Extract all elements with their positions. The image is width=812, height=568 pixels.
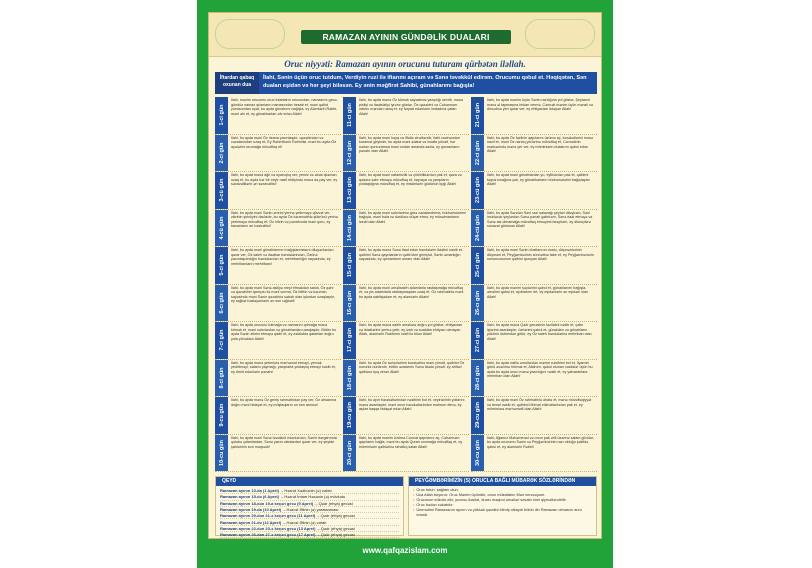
day-label: 26-cı gün — [474, 290, 481, 315]
day-entry — [215, 97, 341, 135]
day-dua-text: İlahi, bu ayda mənə Qədr gecəsinin fəzilətini nəsib et, çətin işlərimi asanlaşdır, üzrlərimi qəbul et, günahları və günahların yükünü üstümdən götür, ey Öz saleh bəndələrinə mehriban olan Allah! — [487, 323, 592, 341]
hadith-item — [413, 508, 592, 518]
day-label: 21-ci gün — [474, 103, 481, 128]
qeyd-date: Ramazan ayının 10-da (1 Aprel) — [220, 488, 279, 494]
day-label: 9-cu gün — [218, 403, 225, 427]
hadith-text: Ümmətimi Ramazanın ayının və yüksək şərafini bilmiş olsaydı bütün ilin Ramazan olmasını arzu edərdi. — [416, 506, 582, 517]
day-label: 11-ci gün — [346, 103, 353, 128]
qeyd-event: – Həzrət Xədicənin (ə) vəfatı — [280, 488, 332, 494]
day-dua-text: İlahi, bu ayda mənim səylərimi qəbul et, günahlarımı bağışla, əməlimi qəbul et, ayıblarımı ört, ey eşidənlərin ən eşidəni olan Allah! — [487, 285, 589, 299]
day-label: 18-ci gün — [346, 365, 353, 390]
day-label: 14-cü gün — [346, 214, 353, 241]
day-dua-text: İlahi, mənim orucumu oruc tutanların orucundan, namazımı gecə-gündüz namaz qılanların namazından hesab et, məni qəflət yuxusundan oyat, bu ayda günahımı bağışla, ey Aləmlərin Rəbbi, məni əfv et, ey günahkarları əfv edən Allah! — [231, 98, 338, 116]
day-entry — [471, 435, 597, 473]
day-dua-text: İlahi, bu ayda məni Sənin əmrini yerinə yetirməyə qüvvət ver, zikrinin şirinliyini dadızdır, bu ayda Öz kəramətinlə şükrünü yerinə yetirməyə müvəffəq et, Öz hifzin və pənahında məni qoru, ey baxanların ən bəsirətlisi! — [231, 210, 338, 229]
day-label-tab — [471, 135, 484, 172]
bullet-icon: • — [413, 491, 415, 497]
day-dua-text: İlahi, bu ayda mənə Öz kömək sayəsində yaxşılığı sevdir, mənə pisliyi və itaətsizliyi iyrənc göstər, Öz qəzəbini və Cəhənnəm odunu məndən uzaq et, ey fəryad edənlərin imdadına çatan Allah! — [359, 98, 463, 116]
day-label: 5-ci gün — [218, 254, 225, 276]
day-label-tab — [471, 397, 484, 434]
qeyd-date: Ramazan ayının 22-dən 23-ə keçən gecə (13 Aprel) — [220, 525, 316, 531]
day-entry — [215, 435, 341, 473]
day-label-tab — [343, 97, 356, 134]
day-label: 22-ci gün — [474, 140, 481, 165]
day-label-tab — [471, 172, 484, 209]
iftar-label: İftardan qabaq oxunan dua — [215, 72, 259, 94]
qeyd-event: – Qədr (ehya) gecəsi — [315, 500, 353, 506]
day-label: 30-cu gün — [474, 439, 481, 466]
qeyd-date: Ramazan ayının 26-dan 27-ə keçən gecə (17 Aprel) — [220, 532, 316, 538]
day-dua-text: İlahi, bu ayda məni Sənə təvəkkül edənlərdən, Sənin dərgahında qələbə çalanlardan, Sənə yaxın olanlardan qərar ver, ey şeytan şahlərinin son məqsədi! — [231, 435, 337, 449]
day-label: 10-cu gün — [218, 439, 225, 466]
hadith-text: Oruc tutun, sağlam olun. — [416, 487, 459, 492]
day-entry — [215, 285, 341, 323]
day-label: 23-cü gün — [474, 177, 481, 204]
bullet-icon: • — [413, 501, 415, 507]
day-label-tab — [215, 97, 228, 134]
day-label-tab — [215, 322, 228, 359]
day-entry — [471, 172, 597, 210]
day-label: 7-ci gün — [218, 329, 225, 351]
day-label: 8-ci gün — [218, 367, 225, 389]
day-label: 28-ci gün — [474, 365, 481, 390]
day-entry — [215, 247, 341, 285]
day-label-tab — [471, 360, 484, 397]
qeyd-box — [215, 476, 404, 536]
day-label-tab — [215, 360, 228, 397]
day-entry — [343, 435, 469, 473]
day-label-tab — [343, 285, 356, 322]
day-label-tab — [471, 247, 484, 284]
day-entry — [343, 210, 469, 248]
qeyd-date: Ramazan ayının 19-da (10 Aprel) — [220, 507, 282, 513]
day-dua-text: İlahi, bu ayda məni günahlardan yu, eyiblərdən pak et, qəlbimi təqva sınağına çək, ey günahkarların büdrəmələrini bağışlayan Allah! — [487, 173, 590, 187]
day-label: 20-ci gün — [346, 440, 353, 465]
poster — [197, 0, 613, 568]
day-label-tab — [343, 135, 356, 172]
day-dua-text: İlahi, bu ayda məni Sənin dostlarının dostu, düşmənlərinin düşməni et, Peyğəmbərinin sünnətinə tabe et, ey Peyğəmbərlərin sonuncusunun qəlbini qoruyan Allah! — [487, 248, 594, 262]
day-label: 13-cü gün — [346, 177, 353, 204]
day-entry — [471, 360, 597, 398]
peygember-box — [408, 476, 597, 536]
peygember-heading: PEYĞƏMBƏRİMİZİN (S) ORUCLA BAĞLI MÜBARƏK SÖZLƏRİNDƏN — [409, 477, 596, 486]
day-dua-text: İlahi, bu ayda Öz fəzlinin qapılarını üzümə aç, bərəkətlərini mənə nazil et, məni Öz razılıq yerlərinə müvəffəq et, Cənnətinin mərkəzində mənə yer ver, ey möminlərin dualarını qəbul edən Allah! — [487, 135, 593, 154]
day-label: 6-cı gün — [218, 292, 225, 314]
day-dua-text: İlahi, bu ayın bərəkətlərindən nəsibimi bol et, xeyirlərinin yollarını mənə asanlaşdır, məni onun bərəkətlərindən məhrum etmə, ey aşkar haqqa hidayət edən Allah! — [359, 398, 465, 412]
day-label-tab — [343, 397, 356, 434]
day-label-tab — [215, 397, 228, 434]
day-entry — [343, 322, 469, 360]
day-entry — [215, 322, 341, 360]
qeyd-event: – Qədr (ehya) gecəsi — [317, 525, 355, 531]
niyyet-heading: Oruc niyyəti: Ramazan ayının orucunu tuturam qürbətən iləllah. — [284, 59, 526, 69]
day-label: 19-cu gün — [346, 402, 353, 429]
iftar-row — [215, 72, 597, 94]
day-label-tab — [471, 97, 484, 134]
day-dua-text: İlahi, bu ayda məni Öz rizana yaxınlaşdır, qəzəbindən və cəzalarından uzaq et, Ey Rəhmlilərin Rəhmlisi, məni bu ayda Öz ayələrini oxumağa müvəffəq et! — [231, 135, 337, 149]
day-dua-text: İlahi, bu ayda Səndən Səni razı salacağı şeyləri diləyirəm, Səni incidəcək şeylərdən Sənə pənah gətirirəm, Sənə itaət etməyə və Sənə asi olmamağa müvəffəq etməyimi istəyirəm, ey dilənçilərə səxavət göstərən Allah! — [487, 210, 593, 229]
day-label: 4-cü gün — [218, 216, 225, 240]
day-label-tab — [215, 172, 228, 209]
day-dua-text: İlahi, bu ayda orucunu tutmağa və namazını qılmağa mənə kömək et, məni səhvlərdən və günahlardan uzaqlaşdır, Bütün bu ayda Sənin zikrini etməyə qadir et, ey zəlalətdə qalanları doğru yola yönəldən Allah! — [231, 323, 337, 341]
day-entry — [471, 285, 597, 323]
left-ornament — [215, 19, 285, 49]
day-dua-text: İlahi, bu ayda mənə yetimlərə mərhəmət etməyi, yemək yedirtməyi, salamı yaymağı, yaxşılarla yoldaşlıq etməyi nəsib et, ey ümid edənlərin pənahı! — [231, 360, 336, 374]
day-dua-text: İlahi, bu ayda nafilə əməllərdən mənim nəsibimi bol et, İlyamet günü əvəzimə hörmət et, Allahım, qəbul olunan vəsilələr üçün bu ayda bu ayda onun mənə yaxınlığını nəsib et, ey yalvaranlara mehriban olan Allah! — [487, 360, 593, 379]
qeyd-event: – Həzrət Əlinin (ə) yaralanması — [283, 507, 339, 513]
hadith-text: Orucunun sükutu zikr, yuxusu ibadət, duası məqbul əməlləri savabı kimi qiymətləndirilir. — [416, 496, 567, 502]
day-label: 25-ci gün — [474, 253, 481, 278]
day-label-tab — [343, 172, 356, 209]
day-dua-text: İlahi, bu ayda məni Sənə asiliyə meyl etməkdən saxla, Öz qəhr və qəzəbinin qamçısı ilə məni vurma, Öz lütfün və kərəmin sayəsində məni Sənin qəzəbinə səbəb olan işlərdən uzaqlaşdır, ey rəğbət bəsləyənlərin ən son rəğbəti! — [231, 285, 335, 304]
day-entry — [215, 397, 341, 435]
day-dua-text: İlahi, bu ayda məni həya və iffətlə zinətləndir, ilahi xəzinəndən kəramət geyindir, bu ayda məni ədalət və insafa yönəlt, hər nədən qorxuramsa məni ondan amanda saxla, ey qorxanların pənahı olan Allah! — [359, 135, 460, 154]
paper — [208, 12, 602, 539]
day-label-tab — [343, 435, 356, 472]
day-label-tab — [215, 210, 228, 247]
day-dua-text: İlahi, bu ayda Öz səhərlərinin bərəkətinə məni yönəlt, qəlbimi Öz nurunla nurlandır, bütün əzalarımı Sənə itaətə yönəlt, ey arifləri qəlblərə işıq verən Allah! — [359, 360, 465, 374]
day-dua-text: İlahi, bu ayda məni səhvlərimə görə cəzalandırma, büdrəmələrimi bağışla, məni bəla və dərdlərə düçar etmə, ey müsəlmanların izzəti olan Allah! — [359, 210, 466, 224]
day-label: 27-ci gün — [474, 328, 481, 353]
day-entry — [215, 210, 341, 248]
qeyd-event: – Qədr (ehya) gecəsi — [317, 513, 355, 519]
daily-duas-grid — [215, 97, 597, 472]
day-dua-text: İlahi, bu ayda mənə Sənə itaət edən bəndələrin itaətini nəsib et, qəlbimi Sənə qayıdanların qəlbi kimi genişlət, Sənin əmanlığın sayəsində, ey qorxanların əmanı olan Allah! — [359, 248, 463, 262]
day-label-tab — [471, 322, 484, 359]
qeyd-event: – Həzrət Əlinin (ə) vəfatı — [283, 519, 327, 525]
day-dua-text: İlahi, bu ayda mənə saleh əməllərə doğru yol göstər, ehtiyacları və istəklərimi yerinə yetir, ey izah və sualdan ehtiyacı olmayan Allah, aləmlərin Rəbbinin vəsfi ilə bilən Allah! — [359, 323, 463, 337]
day-entry — [471, 97, 597, 135]
qeyd-date: Ramazan ayının 21-də (12 Aprel) — [220, 519, 282, 525]
day-entry — [343, 397, 469, 435]
day-label: 17-ci gün — [346, 328, 353, 353]
day-label: 2-ci gün — [218, 142, 225, 164]
qeyd-event: – Qədr (ehya) gecəsi — [317, 532, 355, 538]
qeyd-list — [216, 486, 403, 539]
day-dua-text: İlahi, bu ayda mənə ağıl və oyanıqlıq ver, yersiz və əbəs işlərdən uzaq et, bu ayda hər bir xeyir nazil etdiyində mənə də pay ver, ey səxavətlilərin ən səxavətlisi! — [231, 173, 338, 187]
day-entry — [343, 360, 469, 398]
day-entry — [471, 397, 597, 435]
day-entry — [215, 360, 341, 398]
day-dua-text: İlahi, bu ayda mənim üçün Sənin razılığına yol göstər, Şeytanın mənə əl tapmasına imkan vermə, Cənnəti mənim üçün mənzil və dincəlmə yeri qərar ver, ey ehtiyacları ödəyən Allah! — [487, 98, 593, 112]
hadith-text: Uca Allah buyurur: Oruc Mənim üçündür, onun mükafatını Mən verəcəyəm. — [416, 491, 546, 497]
day-dua-text: İlahi, bu ayda məni Öz rəhmətinlə əhatə et, mənə müvəffəqiyyət və ismət nəsib et, qəlbimi töhmət zülmətlərindən pak et, ey möminlərə mərhəmətli olan Allah! — [487, 398, 592, 412]
day-entry — [471, 135, 597, 173]
page-title: RAMAZAN AYININ GÜNDƏLİK DUALARI — [301, 30, 511, 44]
day-entry — [215, 172, 341, 210]
bottom-section — [215, 476, 597, 536]
day-dua-text: İlahi, bu ayda məni əməlisaleh adamlarla rastlaşmağa müvəffəq et, və pis adamlarla rastlaşmaqdan uzaq et, Öz rəhmətinlə məni bu ayda sabitqədəm et, ey aləmlərin Allahı! — [359, 285, 464, 299]
hadith-text: Oruc bədən zəkatıdır. — [416, 501, 454, 507]
day-dua-text: İlahi, bu ayda mənə Öz geniş rəhmətindən pay ver, Öz əhsanına doğru məni hidayət et, ey müştaqların ən son arzusu! — [231, 398, 337, 407]
day-label: 12-ci gün — [346, 140, 353, 165]
day-entry — [343, 285, 469, 323]
header-band — [209, 13, 601, 57]
day-entry — [215, 135, 341, 173]
day-label-tab — [215, 247, 228, 284]
qeyd-item — [220, 532, 399, 538]
day-entry — [471, 210, 597, 248]
qeyd-date: Ramazan ayının 15-də (6 Aprel) — [220, 494, 279, 500]
day-label-tab — [471, 285, 484, 322]
right-ornament — [525, 19, 595, 49]
day-label-tab — [343, 210, 356, 247]
day-dua-text: İlahi, bu ayda mənim üzümə Cənnət qapılarını aç, Cəhənnəm qapılarını bağla, məni bu ayda Quran oxumağa müvəffəq et, ey möminlərin qəlblərinə rahatlıq salan Allah! — [359, 435, 463, 449]
day-label-tab — [343, 322, 356, 359]
day-entry — [343, 172, 469, 210]
qeyd-date: Ramazan ayının 18-dən 19-a keçən gecə (9 Aprel) — [220, 500, 314, 506]
day-label-tab — [215, 435, 228, 472]
day-label-tab — [471, 435, 484, 472]
peygember-list — [409, 486, 596, 519]
website-link[interactable]: www.qafqazislam.com — [362, 546, 448, 555]
bullet-icon: • — [413, 506, 415, 512]
day-label: 24-cü gün — [474, 214, 481, 241]
day-label: 3-cü gün — [218, 178, 225, 202]
day-dua-text: İlahi, Ağamız Məhəmməd və onun pak əhli üzərinə salam göndər, bu ayda orucumu Sənin və Peyğəmbərinin razı olduğu şəkildə qəbul et, ey aləmlərin Rəbbi! — [487, 435, 594, 449]
bullet-icon: • — [413, 487, 415, 492]
day-label: 16-cı gün — [346, 290, 353, 315]
day-label: 15-ci gün — [346, 253, 353, 278]
qeyd-heading: QEYD — [216, 477, 403, 486]
day-label-tab — [215, 285, 228, 322]
day-label-tab — [471, 210, 484, 247]
day-label: 1-ci gün — [218, 104, 225, 126]
day-label: 29-cu gün — [474, 402, 481, 429]
qeyd-date: Ramazan ayının 20-dən 21-ə keçən gecə (11 Aprel) — [220, 513, 316, 519]
iftar-dua: İlahi, Sənin üçün oruc tutdum, Verdiyin ruzi ilə iftarımı açıram və Sənə təvəkkül edirəm. Orucumu qəbul et. Həqiqətən, Sən duaları eşidən və hər şeyi biləsən. Ey ənin məğfirət Sahibi, günahlarımı bağışla! — [259, 72, 597, 94]
bullet-icon: • — [413, 496, 415, 502]
day-label-tab — [343, 360, 356, 397]
day-label-tab — [215, 135, 228, 172]
day-label-tab — [343, 247, 356, 284]
day-entry — [343, 247, 469, 285]
day-entry — [471, 247, 597, 285]
day-dua-text: İlahi, bu ayda məni natəmizlik və çirkinliklərdən pak et, qəza və qədərə səbr etməyə müvəffəq et, təqvaya və yaxşıların yoldaşlığına müvəffəq et, ey miskinlərin gözünün işığı Allah! — [359, 173, 462, 187]
day-entry — [471, 322, 597, 360]
day-entry — [343, 135, 469, 173]
qeyd-event: – Həzrət İmam Həsənin (ə) mövludu — [280, 494, 346, 500]
day-entry — [343, 97, 469, 135]
day-dua-text: İlahi, bu ayda məni günahlarımın bağışlanmasını diləyənlərdən qərar ver, Öz saleh və itaətkar bəndələrindən, Özünə yaxınlaşdırdığın bəndələrdən et, mehribanlığın sayəsində, ey mehribanların mehribanı! — [231, 248, 334, 266]
